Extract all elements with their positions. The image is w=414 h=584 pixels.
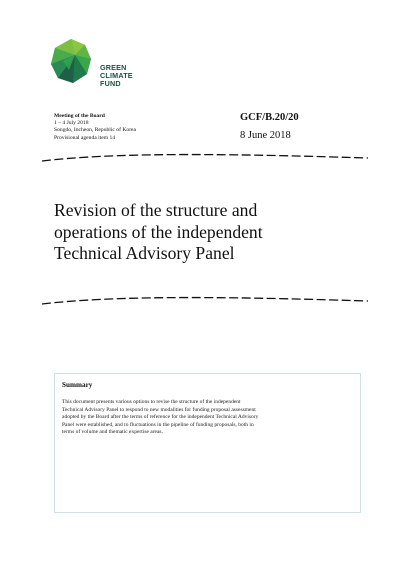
meeting-dates: 1 – 4 July 2018 — [54, 120, 89, 127]
summary-line: terms of volume and thematic expertise areas. — [62, 429, 163, 436]
globe-logo-icon — [49, 37, 93, 85]
agenda-item: Provisional agenda item 14 — [54, 134, 116, 141]
document-date: 8 June 2018 — [240, 130, 291, 141]
document-reference: GCF/B.20/20 — [240, 112, 299, 123]
summary-heading: Summary — [62, 381, 93, 389]
summary-text — [62, 399, 352, 437]
wave-divider-top — [40, 151, 370, 165]
logo-line-fund: FUND — [100, 79, 121, 88]
summary-box — [54, 373, 361, 513]
summary-line: Technical Advisory Panel to respond to new modalities for funding proposal assessment — [62, 406, 256, 413]
title-line: operations of the independent — [54, 221, 263, 242]
summary-line: Panel were established, and to fluctuations in the pipeline of funding proposals, both in — [62, 421, 254, 428]
logo-line-climate: CLIMATE — [100, 71, 133, 80]
summary-line: adopted by the Board after the terms of reference for the independent Technical Advisory — [62, 414, 259, 421]
logo-line-green: GREEN — [100, 63, 127, 72]
wave-divider-bottom — [40, 294, 370, 308]
meeting-location: Songdo, Incheon, Republic of Korea — [54, 127, 137, 134]
gcf-logo — [49, 37, 159, 93]
meeting-title: Meeting of the Board — [54, 113, 105, 119]
title-line: Revision of the structure and — [54, 200, 258, 220]
title-line: Technical Advisory Panel — [54, 243, 235, 264]
logo-wordmark — [100, 64, 133, 88]
meeting-info — [54, 113, 136, 142]
document-title — [54, 200, 374, 265]
summary-line: This document presents various options to revise the structure of the independent — [62, 399, 241, 405]
